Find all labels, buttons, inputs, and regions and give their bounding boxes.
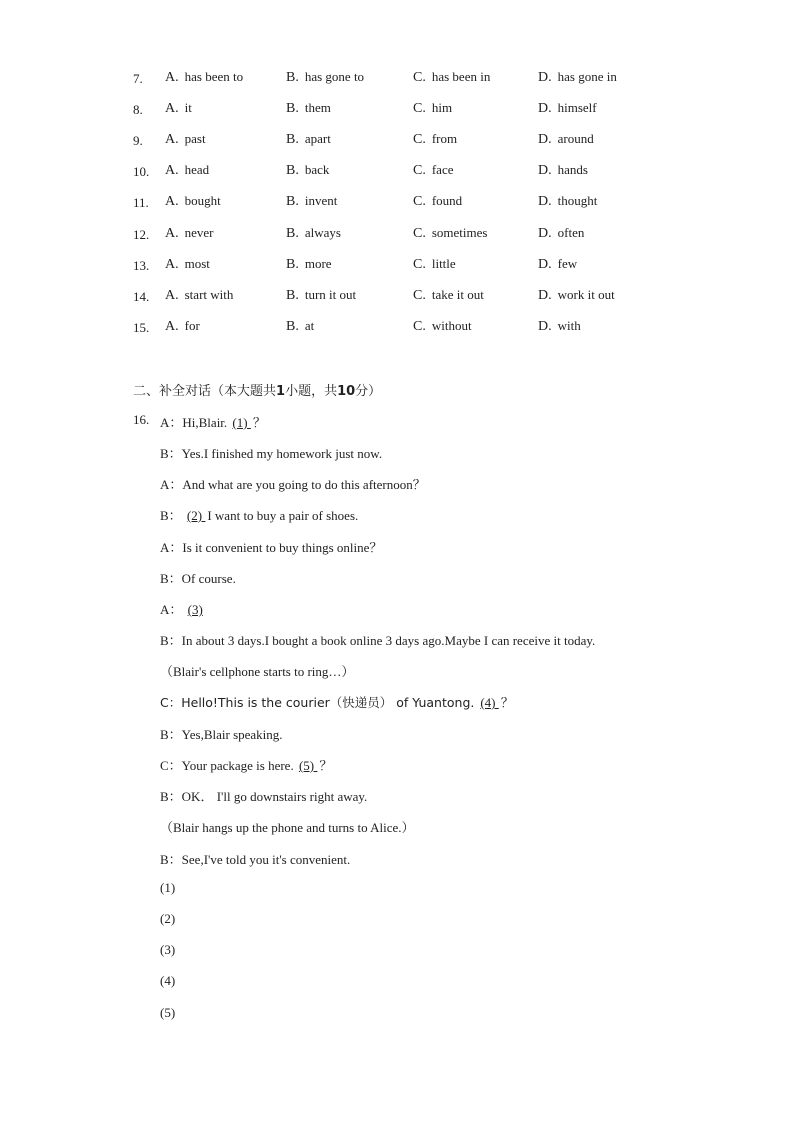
option-d[interactable] [538,225,584,242]
option-letter: C. [413,257,426,272]
option-letter: C. [413,319,426,334]
option-a[interactable] [165,162,209,179]
section-score: 10 [337,384,356,399]
option-text: has gone to [304,69,365,84]
option-text: little [431,256,456,271]
choice-row [0,225,794,245]
option-letter: B. [286,70,299,85]
option-text: face [431,162,454,177]
option-b[interactable] [286,225,341,242]
option-letter: C. [413,163,426,178]
option-letter: D. [538,132,552,147]
option-letter: A. [165,194,179,209]
option-letter: C. [413,132,426,147]
option-letter: D. [538,319,552,334]
dialogue-line-1: A：Hi,Blair. (1) ？ [160,415,266,430]
option-text: always [304,225,341,240]
option-text: with [557,318,581,333]
option-c[interactable] [413,193,462,210]
question-number: 12. [133,227,150,242]
option-text: take it out [431,287,484,302]
dialogue-line-8: B：In about 3 days.I bought a book online 3 days ago.Maybe I can receive it today. [160,633,596,648]
option-letter: B. [286,319,299,334]
option-a[interactable] [165,193,221,210]
question-number: 15. [133,320,150,335]
option-c[interactable] [413,69,490,86]
dialogue-line-6: B：Of course. [160,571,236,586]
option-letter: A. [165,163,179,178]
option-text: without [431,318,472,333]
answer-label-4: (4) [160,973,176,988]
option-a[interactable] [165,69,243,86]
dialogue-line-13: B：OK． I'll go downstairs right away. [160,789,368,804]
option-c[interactable] [413,287,484,304]
dialogue-line-7: A： (3) [160,602,203,617]
option-a[interactable] [165,100,192,117]
option-text: few [557,256,578,271]
option-text: hands [557,162,588,177]
option-d[interactable] [538,131,594,148]
option-a[interactable] [165,287,233,304]
dialogue-line-9: （Blair's cellphone starts to ring…） [160,664,355,679]
option-text: has been in [431,69,491,84]
dialogue-line-5: A：Is it convenient to buy things online？ [160,540,383,555]
choice-row [0,193,794,213]
option-letter: C. [413,226,426,241]
option-text: head [184,162,210,177]
option-letter: B. [286,226,299,241]
choice-row [0,162,794,182]
option-b[interactable] [286,318,314,335]
option-letter: B. [286,257,299,272]
option-a[interactable] [165,131,206,148]
option-letter: A. [165,288,179,303]
dialogue-line-14: （Blair hangs up the phone and turns to Alice.） [160,820,415,835]
option-d[interactable] [538,193,597,210]
option-a[interactable] [165,256,210,273]
option-text: bought [184,193,221,208]
question-number: 7. [133,71,143,86]
option-b[interactable] [286,287,356,304]
section-title-mid: 小题，共 [285,384,338,399]
option-letter: A. [165,226,179,241]
option-letter: D. [538,226,552,241]
option-text: has gone in [557,69,617,84]
option-d[interactable] [538,100,597,117]
option-text: apart [304,131,331,146]
choice-row [0,131,794,151]
question-number: 13. [133,258,150,273]
option-c[interactable] [413,131,457,148]
option-text: them [304,100,331,115]
option-c[interactable] [413,162,453,179]
dialogue-line-10: C：Hello!This is the courier（快递员） of Yuantong. (4) ？ [160,695,514,710]
option-text: at [304,318,315,333]
option-text: invent [304,193,338,208]
option-d[interactable] [538,287,615,304]
choice-row [0,100,794,120]
blank-1[interactable]: (1) [232,415,251,430]
option-text: found [431,193,463,208]
question-number: 14. [133,289,150,304]
option-text: him [431,100,453,115]
option-text: from [431,131,458,146]
option-letter: A. [165,257,179,272]
option-a[interactable] [165,225,214,242]
answer-label-2: (2) [160,911,176,926]
option-text: turn it out [304,287,357,302]
option-letter: D. [538,101,552,116]
option-c[interactable] [413,318,472,335]
option-text: more [304,256,332,271]
option-d[interactable] [538,69,617,86]
option-text: start with [184,287,234,302]
option-text: never [184,225,214,240]
dialogue-line-4: B： (2) I want to buy a pair of shoes. [160,508,359,523]
option-text: for [184,318,200,333]
dialogue-line-15: B：See,I've told you it's convenient. [160,852,351,867]
option-letter: C. [413,288,426,303]
dialogue-line-2: B：Yes.I finished my homework just now. [160,446,383,461]
question-16-number: 16. [133,412,150,427]
choice-row [0,256,794,276]
choice-row [0,69,794,89]
option-text: it [184,100,192,115]
choice-row [0,318,794,338]
option-b[interactable] [286,193,337,210]
option-b[interactable] [286,131,331,148]
option-letter: D. [538,288,552,303]
option-d[interactable] [538,162,588,179]
option-text: has been to [184,69,244,84]
answer-label-3: (3) [160,942,176,957]
option-text: thought [557,193,598,208]
option-letter: D. [538,163,552,178]
blank-4[interactable]: (4) [480,695,499,710]
option-text: back [304,162,330,177]
dialogue-line-3: A：And what are you going to do this afternoon？ [160,477,426,492]
option-b[interactable] [286,100,331,117]
option-a[interactable] [165,318,200,335]
blank-2[interactable]: (2) [186,508,206,523]
option-d[interactable] [538,318,581,335]
option-letter: C. [413,70,426,85]
question-number: 11. [133,195,149,210]
question-number: 10. [133,164,150,179]
section-title [133,380,381,399]
option-letter: A. [165,70,179,85]
option-c[interactable] [413,100,452,117]
option-letter: B. [286,163,299,178]
option-b[interactable] [286,256,332,273]
option-b[interactable] [286,69,364,86]
option-letter: B. [286,288,299,303]
option-letter: B. [286,132,299,147]
option-letter: D. [538,194,552,209]
option-letter: D. [538,70,552,85]
option-b[interactable] [286,162,329,179]
section-title-prefix: 二、补全对话（本大题共 [133,384,277,399]
option-letter: B. [286,194,299,209]
option-text: himself [557,100,597,115]
option-c[interactable] [413,225,487,242]
answer-label-1: (1) [160,880,176,895]
option-letter: B. [286,101,299,116]
choice-row [0,287,794,307]
dialogue-line-12: C：Your package is here. (5) ？ [160,758,333,773]
option-letter: A. [165,132,179,147]
option-text: sometimes [431,225,488,240]
answer-label-5: (5) [160,1005,176,1020]
option-text: past [184,131,206,146]
option-d[interactable] [538,256,577,273]
blank-5[interactable]: (5) [298,758,318,773]
option-text: work it out [557,287,615,302]
option-letter: C. [413,194,426,209]
option-c[interactable] [413,256,456,273]
section-title-suffix: 分） [355,384,382,399]
option-text: most [184,256,210,271]
option-letter: A. [165,101,179,116]
question-number: 9. [133,133,143,148]
question-number: 8. [133,102,143,117]
option-text: often [557,225,585,240]
option-letter: D. [538,257,552,272]
blank-3[interactable]: (3) [187,602,203,617]
dialogue-line-11: B：Yes,Blair speaking. [160,727,283,742]
option-text: around [557,131,594,146]
section-question-count: 1 [276,384,286,399]
option-letter: A. [165,319,179,334]
option-letter: C. [413,101,426,116]
